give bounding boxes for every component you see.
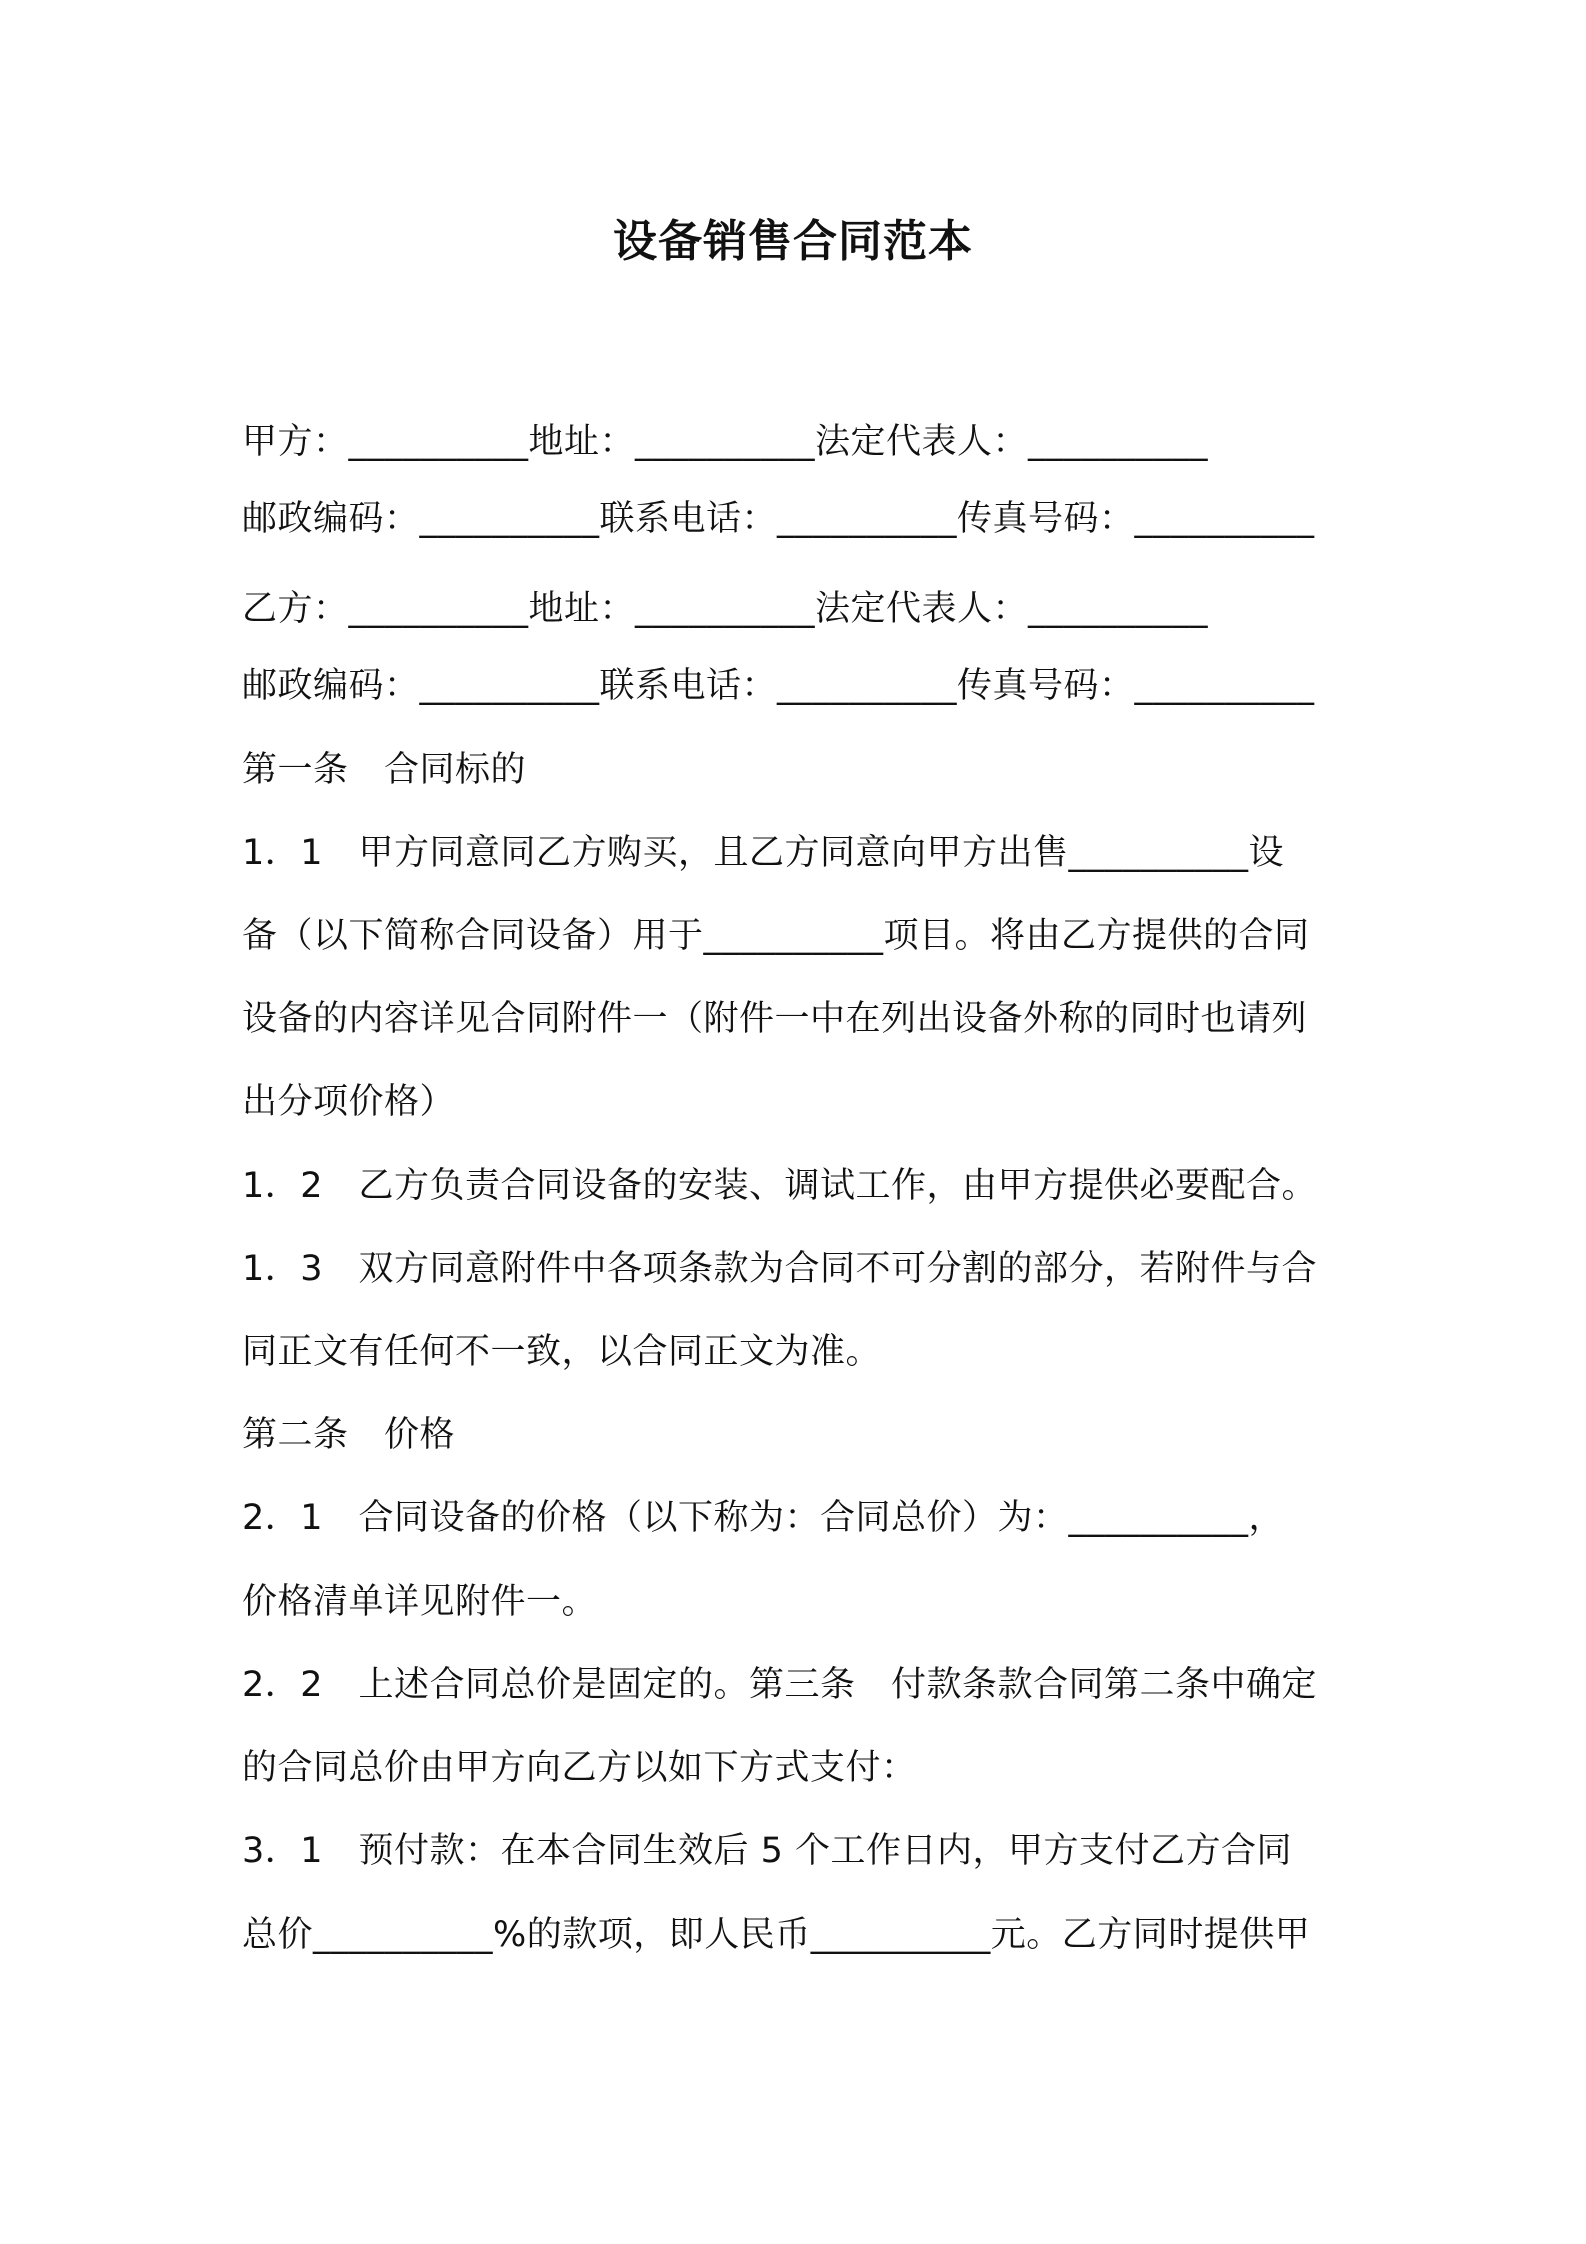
clause-2-1-line-2: 价格清单详见附件一。	[242, 1582, 598, 1622]
article-2-heading: 第二条 价格	[242, 1415, 456, 1455]
article-1-heading: 第一条 合同标的	[242, 750, 527, 790]
clause-1-1-line-1: 1．1 甲方同意同乙方购买，且乙方同意向甲方出售__________设	[242, 833, 1285, 873]
clause-3-1-line-2: 总价__________%的款项，即人民币__________元。乙方同时提供甲	[242, 1915, 1311, 1955]
clause-1-1-line-2: 备（以下简称合同设备）用于__________项目。将由乙方提供的合同	[242, 916, 1310, 956]
clause-1-3-line-2: 同正文有任何不一致，以合同正文为准。	[242, 1332, 882, 1372]
party-a-contact-line: 邮政编码：__________联系电话：__________传真号码：__________	[242, 499, 1315, 539]
clause-2-2-line-1: 2．2 上述合同总价是固定的。第三条 付款条款合同第二条中确定	[242, 1665, 1318, 1705]
party-b-line: 乙方：__________地址：__________法定代表人：__________	[242, 589, 1209, 629]
clause-1-3-line-1: 1．3 双方同意附件中各项条款为合同不可分割的部分，若附件与合	[242, 1249, 1318, 1289]
party-b-contact-line: 邮政编码：__________联系电话：__________传真号码：__________	[242, 666, 1315, 706]
clause-2-1-line-1: 2．1 合同设备的价格（以下称为：合同总价）为：__________，	[242, 1498, 1285, 1538]
clause-1-2: 1．2 乙方负责合同设备的安装、调试工作，由甲方提供必要配合。	[242, 1166, 1318, 1206]
party-a-line: 甲方：__________地址：__________法定代表人：__________	[242, 422, 1209, 462]
clause-3-1-line-1: 3．1 预付款：在本合同生效后 5 个工作日内，甲方支付乙方合同	[242, 1831, 1293, 1871]
clause-2-2-line-2: 的合同总价由甲方向乙方以如下方式支付：	[242, 1748, 917, 1788]
clause-1-1-line-3: 设备的内容详见合同附件一（附件一中在列出设备外称的同时也请列	[242, 999, 1308, 1039]
clause-1-1-line-4: 出分项价格）	[242, 1082, 456, 1122]
document-title: 设备销售合同范本	[613, 216, 973, 267]
